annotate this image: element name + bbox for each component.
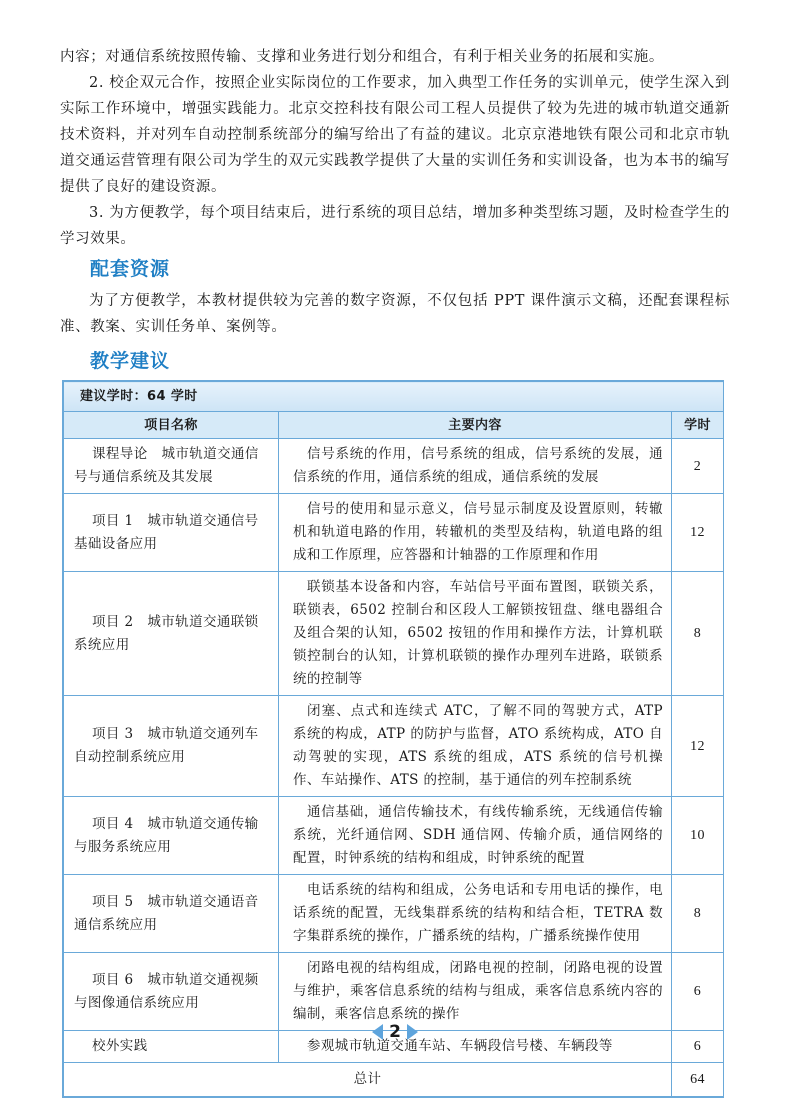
table-row	[64, 439, 724, 494]
triangle-right-icon	[407, 1024, 418, 1040]
row-hours: 8	[672, 875, 724, 953]
table-row	[64, 875, 724, 953]
column-header-content: 主要内容	[279, 412, 672, 439]
row-content: 参观城市轨道交通车站、车辆段信号楼、车辆段等	[279, 1031, 672, 1063]
table-row	[64, 953, 724, 1031]
row-name: 项目 6 城市轨道交通视频与图像通信系统应用	[64, 953, 279, 1031]
row-content: 信号的使用和显示意义，信号显示制度及设置原则，转辙机和轨道电路的作用，转辙机的类型及结构，轨道电路的组成和工作原理，应答器和计轴器的工作原理和作用	[279, 494, 672, 572]
intro-paragraph-2: 3. 为方便教学，每个项目结束后，进行系统的项目总结，增加多种类型练习题，及时检查学生的学习效果。	[60, 205, 730, 247]
teaching-table	[62, 380, 724, 1098]
resources-text: 为了方便教学，本教材提供较为完善的数字资源，不仅包括 PPT 课件演示文稿，还配套课程标准、教案、实训任务单、案例等。	[60, 293, 730, 335]
page-number: 2	[389, 1022, 401, 1042]
table-row	[64, 696, 724, 797]
row-name: 项目 5 城市轨道交通语音通信系统应用	[64, 875, 279, 953]
column-header-name: 项目名称	[64, 412, 279, 439]
row-content: 联锁基本设备和内容，车站信号平面布置图，联锁关系，联锁表，6502 控制台和区段人工解锁按钮盘、继电器组合及组合架的认知，6502 按钮的作用和操作方法，计算机联锁控制台的认知，计算机联锁的操作办理列车进路，联锁系统的控制等	[279, 572, 672, 696]
total-row	[64, 1063, 724, 1097]
row-hours: 6	[672, 1031, 724, 1063]
intro-paragraph-1: 2. 校企双元合作，按照企业实际岗位的工作要求，加入典型工作任务的实训单元，使学生深入到实际工作环境中，增强实践能力。北京交控科技有限公司工程人员提供了较为先进的城市轨道交通新技术资料，并对列车自动控制系统部分的编写给出了有益的建议。北京京港地铁有限公司和北京市轨道交通运营管理有限公司为学生的双元实践教学提供了大量的实训任务和实训设备，也为本书的编写提供了良好的建设资源。	[60, 75, 730, 195]
row-content: 电话系统的结构和组成，公务电话和专用电话的操作，电话系统的配置，无线集群系统的结构和结合柜，TETRA 数字集群系统的操作，广播系统的结构，广播系统操作使用	[279, 875, 672, 953]
row-name: 校外实践	[64, 1031, 279, 1063]
row-name: 项目 4 城市轨道交通传输与服务系统应用	[64, 797, 279, 875]
triangle-left-icon	[372, 1024, 383, 1040]
table-row	[64, 797, 724, 875]
row-hours: 12	[672, 494, 724, 572]
row-content: 通信基础，通信传输技术，有线传输系统，无线通信传输系统，光纤通信网、SDH 通信网、传输介质，通信网络的配置，时钟系统的结构和组成，时钟系统的配置	[279, 797, 672, 875]
row-hours: 8	[672, 572, 724, 696]
total-hours: 64	[672, 1063, 724, 1097]
row-name: 项目 3 城市轨道交通列车自动控制系统应用	[64, 696, 279, 797]
page-number-area	[0, 1022, 790, 1042]
row-name: 项目 2 城市轨道交通联锁系统应用	[64, 572, 279, 696]
row-content: 闭塞、点式和连续式 ATC，了解不同的驾驶方式，ATP 系统的构成，ATP 的防护与监督，ATO 系统构成，ATO 自动驾驶的实现，ATS 系统的组成，ATS 系统的信号机操作、车站操作、ATS 的控制，基于通信的列车控制系统	[279, 696, 672, 797]
row-hours: 10	[672, 797, 724, 875]
teaching-heading: 教学建议	[90, 350, 171, 372]
intro-text	[60, 44, 730, 252]
table-row	[64, 494, 724, 572]
row-hours: 6	[672, 953, 724, 1031]
column-header-hours: 学时	[672, 412, 724, 439]
intro-paragraph-0: 内容；对通信系统按照传输、支撑和业务进行划分和组合，有利于相关业务的拓展和实施。	[60, 49, 664, 65]
row-name: 课程导论 城市轨道交通信号与通信系统及其发展	[64, 439, 279, 494]
row-name: 项目 1 城市轨道交通信号基础设备应用	[64, 494, 279, 572]
row-content: 闭路电视的结构组成，闭路电视的控制，闭路电视的设置与维护，乘客信息系统的结构与组成，乘客信息系统内容的编制，乘客信息系统的操作	[279, 953, 672, 1031]
row-hours: 2	[672, 439, 724, 494]
row-content: 信号系统的作用，信号系统的组成，信号系统的发展，通信系统的作用，通信系统的组成，通信系统的发展	[279, 439, 672, 494]
row-hours: 12	[672, 696, 724, 797]
table-banner: 建议学时：64 学时	[64, 382, 724, 412]
resources-heading: 配套资源	[90, 258, 171, 280]
total-label: 总计	[64, 1063, 672, 1097]
table-row	[64, 572, 724, 696]
